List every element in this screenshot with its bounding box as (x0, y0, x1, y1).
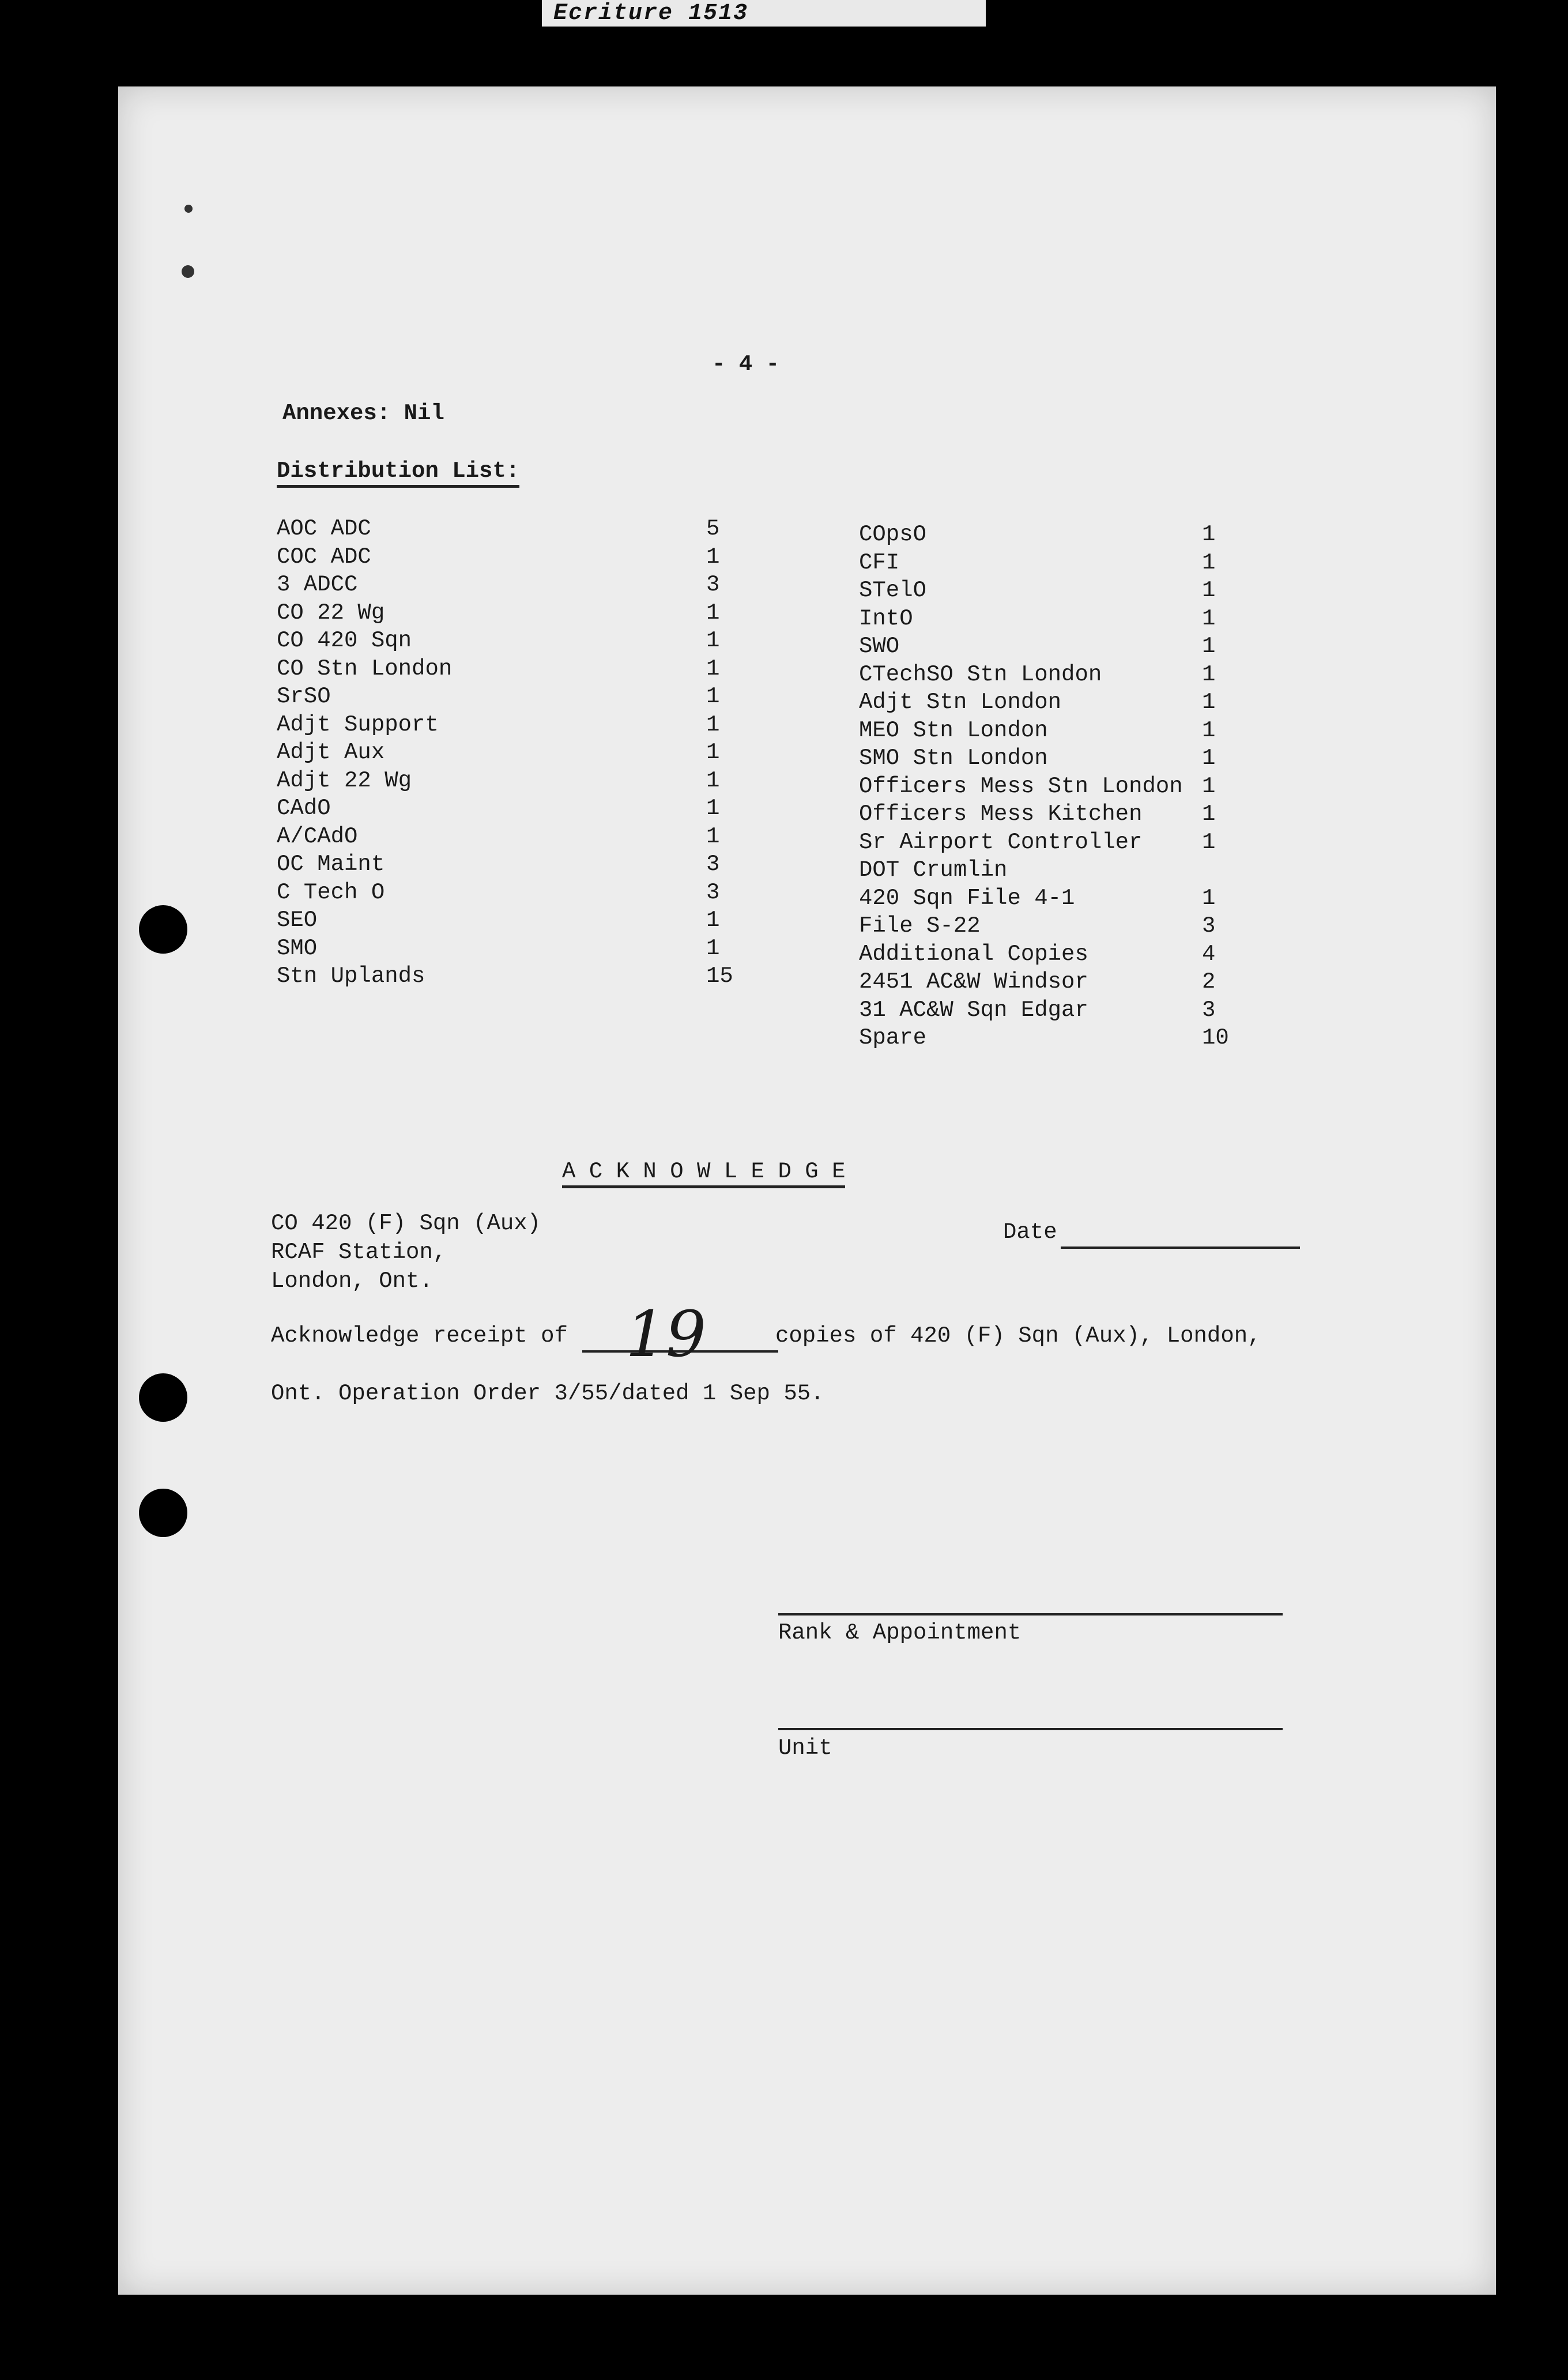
archive-header-tab: Ecriture 1513 (542, 0, 986, 27)
left-list-quantity: 3 (706, 879, 720, 905)
left-list-recipient: AOC ADC (277, 516, 371, 541)
left-list-quantity: 1 (706, 711, 720, 737)
right-list-quantity: 1 (1202, 690, 1216, 715)
distribution-heading: Distribution List: (277, 458, 519, 488)
ack-text-end: Ont. Operation Order 3/55/dated 1 Sep 55. (271, 1381, 824, 1406)
right-list-recipient: COpsO (859, 522, 927, 547)
left-list-recipient: C Tech O (277, 879, 385, 905)
right-list-quantity: 1 (1202, 745, 1216, 771)
right-list-quantity: 1 (1202, 549, 1216, 575)
left-list-quantity: 1 (706, 907, 720, 933)
left-list-recipient: SEO (277, 907, 318, 933)
rank-appointment-label: Rank & Appointment (778, 1620, 1022, 1645)
left-list-quantity: 3 (706, 572, 720, 597)
right-list-recipient: Sr Airport Controller (859, 829, 1143, 855)
right-list-recipient: CTechSO Stn London (859, 661, 1102, 687)
left-list-quantity: 5 (706, 516, 720, 541)
punch-hole-bottom (139, 1489, 187, 1537)
left-list-recipient: Adjt 22 Wg (277, 767, 412, 793)
left-list-quantity: 15 (706, 963, 733, 989)
right-list-recipient: CFI (859, 549, 900, 575)
right-list-recipient: Adjt Stn London (859, 690, 1062, 715)
right-list-quantity: 2 (1202, 969, 1216, 995)
date-signature-line (1061, 1247, 1300, 1249)
ack-text-middle: copies of 420 (F) Sqn (Aux), London, (775, 1323, 1261, 1349)
right-list-recipient: File S-22 (859, 913, 981, 939)
document-page (118, 86, 1496, 2295)
right-list-quantity: 1 (1202, 717, 1216, 743)
unit-label: Unit (778, 1735, 832, 1761)
left-list-recipient: CO 420 Sqn (277, 628, 412, 653)
right-list-recipient: 31 AC&W Sqn Edgar (859, 997, 1088, 1023)
left-list-recipient: Stn Uplands (277, 963, 425, 989)
unit-signature-line (778, 1728, 1283, 1730)
right-list-recipient: Officers Mess Kitchen (859, 801, 1143, 827)
left-list-quantity: 1 (706, 740, 720, 765)
left-list-recipient: SMO (277, 935, 318, 961)
left-list-recipient: COC ADC (277, 544, 371, 570)
left-list-quantity: 1 (706, 628, 720, 653)
left-list-quantity: 1 (706, 684, 720, 709)
left-list-recipient: Adjt Support (277, 711, 439, 737)
left-list-quantity: 1 (706, 767, 720, 793)
left-list-recipient: A/CAdO (277, 823, 358, 849)
right-list-recipient: Spare (859, 1025, 927, 1050)
right-list-recipient: 420 Sqn File 4-1 (859, 885, 1075, 911)
ack-text-start: Acknowledge receipt of (271, 1323, 568, 1349)
right-list-quantity: 1 (1202, 661, 1216, 687)
right-list-quantity: 1 (1202, 634, 1216, 659)
left-list-recipient: CO 22 Wg (277, 600, 385, 626)
right-list-quantity: 3 (1202, 913, 1216, 939)
right-list-recipient: 2451 AC&W Windsor (859, 969, 1088, 995)
right-list-quantity: 1 (1202, 885, 1216, 911)
ink-speck (182, 265, 194, 278)
right-list-recipient: IntO (859, 605, 913, 631)
acknowledge-heading: A C K N O W L E D G E (562, 1159, 845, 1188)
right-list-recipient: Additional Copies (859, 941, 1088, 967)
address-line-1: CO 420 (F) Sqn (Aux) (271, 1211, 541, 1236)
right-list-recipient: SMO Stn London (859, 745, 1048, 771)
date-label: Date (1003, 1219, 1057, 1245)
left-list-quantity: 1 (706, 600, 720, 626)
right-list-quantity: 3 (1202, 997, 1216, 1023)
right-list-quantity: 1 (1202, 578, 1216, 603)
page-number: - 4 - (712, 352, 780, 377)
right-list-quantity: 1 (1202, 522, 1216, 547)
address-line-2: RCAF Station, (271, 1240, 447, 1265)
left-list-recipient: CAdO (277, 796, 331, 821)
right-list-quantity: 1 (1202, 801, 1216, 827)
ink-speck (184, 205, 193, 213)
left-list-quantity: 1 (706, 796, 720, 821)
left-list-recipient: 3 ADCC (277, 572, 358, 597)
left-list-quantity: 1 (706, 823, 720, 849)
handwritten-copies-count: 19 (625, 1297, 706, 1371)
punch-hole-top (139, 905, 187, 954)
right-list-recipient: MEO Stn London (859, 717, 1048, 743)
right-list-quantity: 1 (1202, 605, 1216, 631)
left-list-recipient: SrSO (277, 684, 331, 709)
left-list-recipient: OC Maint (277, 852, 385, 877)
left-list-quantity: 1 (706, 656, 720, 681)
left-list-recipient: Adjt Aux (277, 740, 385, 765)
annexes-line: Annexes: Nil (282, 401, 444, 426)
right-list-quantity: 10 (1202, 1025, 1229, 1050)
left-list-quantity: 1 (706, 544, 720, 570)
right-list-recipient: SWO (859, 634, 900, 659)
address-line-3: London, Ont. (271, 1268, 433, 1294)
left-list-quantity: 1 (706, 935, 720, 961)
right-list-quantity: 4 (1202, 941, 1216, 967)
left-list-quantity: 3 (706, 852, 720, 877)
punch-hole-middle (139, 1373, 187, 1422)
rank-signature-line (778, 1613, 1283, 1615)
right-list-recipient: Officers Mess Stn London (859, 773, 1183, 799)
right-list-recipient: STelO (859, 578, 927, 603)
right-list-recipient: DOT Crumlin (859, 857, 1008, 883)
right-list-quantity: 1 (1202, 829, 1216, 855)
right-list-quantity: 1 (1202, 773, 1216, 799)
left-list-recipient: CO Stn London (277, 656, 453, 681)
